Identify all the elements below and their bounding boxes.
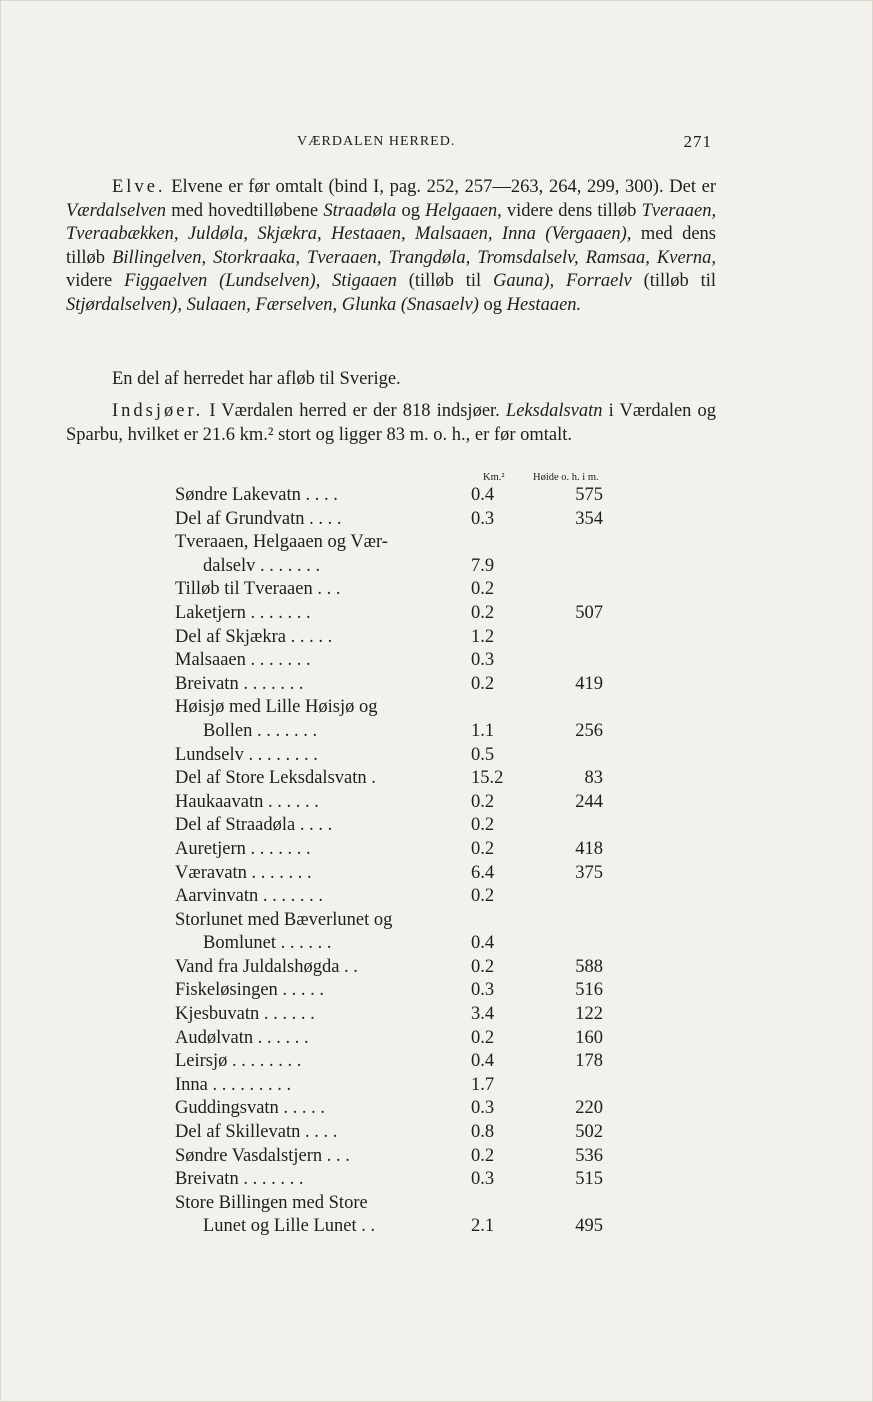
running-head: VÆRDALEN HERRED. [297,134,456,149]
table-row [175,1215,655,1239]
table-row [175,1145,655,1169]
table-row [175,932,655,956]
lake-name: Haukaavatn . . . . . . [175,791,319,812]
lake-name: Laketjern . . . . . . . [175,602,311,623]
lake-name: Storlunet med Bæverlunet og [175,909,393,930]
table-row [175,696,655,720]
table-row [175,838,655,862]
page-header [66,134,716,154]
lake-name: Del af Skillevatn . . . . [175,1122,338,1143]
table-row [175,767,655,791]
lake-name: Del af Grundvatn . . . . [175,508,342,529]
table-row [175,956,655,980]
table-row [175,673,655,697]
lake-altitude: 515 [575,1169,603,1190]
elve-lead: Elve. [112,177,166,197]
table-row [175,602,655,626]
elve-paragraph: Elve. Elvene er før omtalt (bind I, pag. 252, 257—263, 264, 299, 300). Det er Værdalselven med hovedtilløbene Straadøla og Helgaaen, videre dens tilløb Tveraaen, Tveraabækken, Juldøla, Skjækra, Hestaaen, Malsaaen, Inna (Vergaaen), med dens tilløb Billingelven, Storkraaka, Tveraaen, Trangdøla, Tromsdalselv, Ramsaa, Kverna, videre Figgaelven (Lundselven), Stigaaen (tilløb til Gauna), Forraelv (tilløb til Stjørdalselven), Sulaaen, Færselven, Glunka (Snasaelv) og Hestaaen. [66,177,717,315]
lake-area: 0.2 [471,602,495,623]
lake-area: 0.2 [471,579,495,600]
lake-name: Tilløb til Tveraaen . . . [175,579,341,600]
table-row [175,909,655,933]
lake-area: 1.7 [471,1074,495,1095]
table-row [175,720,655,744]
lake-altitude: 588 [575,956,603,977]
lake-altitude: 256 [575,720,603,741]
lake-altitude: 418 [575,838,603,859]
lake-altitude: 160 [575,1027,603,1048]
lake-altitude: 354 [575,508,603,529]
lake-name: Audølvatn . . . . . . [175,1027,309,1048]
table-row [175,862,655,886]
lake-name: Leirsjø . . . . . . . . [175,1051,302,1072]
lake-altitude: 375 [575,862,603,883]
table-row [175,1074,655,1098]
lake-area: 0.2 [471,815,495,836]
table-row [175,814,655,838]
lake-area: 7.9 [471,555,495,576]
lake-name: Bollen . . . . . . . [203,720,318,741]
lake-altitude: 419 [575,673,603,694]
lake-altitude: 220 [575,1098,603,1119]
lake-name: Breivatn . . . . . . . [175,673,304,694]
lake-area: 0.3 [471,1098,495,1119]
lake-area: 0.4 [471,933,495,954]
lake-name: Høisjø med Lille Høisjø og [175,697,378,718]
table-row [175,508,655,532]
lake-name: Del af Store Leksdalsvatn . [175,768,376,789]
lake-altitude: 178 [575,1051,603,1072]
lake-name: Auretjern . . . . . . . [175,838,311,859]
lake-altitude: 516 [575,980,603,1001]
table-row [175,885,655,909]
lake-name: dalselv . . . . . . . [203,555,321,576]
lake-altitude: 244 [575,791,603,812]
lake-name: Del af Skjækra . . . . . [175,626,333,647]
lake-area: 0.3 [471,508,495,529]
column-header-altitude: Høide o. h. i m. [533,472,599,483]
table-row [175,626,655,650]
lake-area: 0.2 [471,1027,495,1048]
column-header-km: Km.² [483,472,505,483]
lake-name: Guddingsvatn . . . . . [175,1098,326,1119]
lake-area: 0.5 [471,744,495,765]
lake-area: 0.8 [471,1122,495,1143]
lake-name: Store Billingen med Store [175,1192,368,1213]
lake-area: 0.2 [471,838,495,859]
table-row [175,555,655,579]
table-row [175,1168,655,1192]
table-row [175,1003,655,1027]
lake-name: Malsaaen . . . . . . . [175,650,311,671]
lake-name: Vand fra Juldalshøgda . . [175,956,358,977]
table-row [175,1192,655,1216]
lake-area: 15.2 [471,768,504,789]
lake-area: 0.2 [471,1145,495,1166]
table-row [175,484,655,508]
table-row [175,649,655,673]
lake-area: 0.3 [471,980,495,1001]
table-row [175,1050,655,1074]
lake-name: Væravatn . . . . . . . [175,862,312,883]
lake-area: 2.1 [471,1216,495,1237]
page-number: 271 [683,132,712,151]
lake-area: 0.4 [471,1051,495,1072]
lake-name: Kjesbuvatn . . . . . . [175,1004,315,1025]
table-row [175,1121,655,1145]
lake-altitude: 575 [575,485,603,505]
lake-name: Søndre Vasdalstjern . . . [175,1145,350,1166]
lake-area: 1.1 [471,720,495,741]
lake-name: Søndre Lakevatn . . . . [175,485,338,505]
table-row [175,979,655,1003]
lake-altitude: 83 [584,768,603,789]
lake-area: 0.3 [471,650,495,671]
lake-area: 1.2 [471,626,495,647]
table-header [175,468,655,484]
lake-altitude: 495 [575,1216,603,1237]
lake-area: 0.2 [471,956,495,977]
lake-area: 0.2 [471,886,495,907]
lake-area: 0.2 [471,791,495,812]
lake-name: Tveraaen, Helgaaen og Vær- [175,532,388,553]
lake-name: Fiskeløsingen . . . . . [175,980,325,1001]
lake-area: 0.2 [471,673,495,694]
lake-name: Inna . . . . . . . . . [175,1074,292,1095]
lake-name: Breivatn . . . . . . . [175,1169,304,1190]
lake-name: Del af Straadøla . . . . [175,815,333,836]
lake-name: Aarvinvatn . . . . . . . [175,886,323,907]
table-row [175,1027,655,1051]
lake-area: 6.4 [471,862,495,883]
table-row [175,1097,655,1121]
lake-name: Lunet og Lille Lunet . . [203,1216,376,1237]
lake-altitude: 536 [575,1145,603,1166]
table-row [175,531,655,555]
lake-area: 0.4 [471,485,495,505]
lakes-table [175,468,655,1239]
lake-name: Lundselv . . . . . . . . [175,744,318,765]
lake-area: 3.4 [471,1004,495,1025]
indsjoer-paragraph: Indsjøer. I Værdalen herred er der 818 indsjøer. Leksdalsvatn i Værdalen og Sparbu, hvilket er 21.6 km.² stort og ligger 83 m. o. h., er før omtalt. [66,401,717,445]
lake-altitude: 507 [575,602,603,623]
table-row [175,791,655,815]
lake-area: 0.3 [471,1169,495,1190]
lake-name: Bomlunet . . . . . . [203,933,332,954]
lake-altitude: 122 [575,1004,603,1025]
table-row [175,744,655,768]
indsjoer-lead: Indsjøer. [112,401,204,421]
lake-altitude: 502 [575,1122,603,1143]
sverige-paragraph: En del af herredet har afløb til Sverige. [112,369,401,389]
table-row [175,578,655,602]
